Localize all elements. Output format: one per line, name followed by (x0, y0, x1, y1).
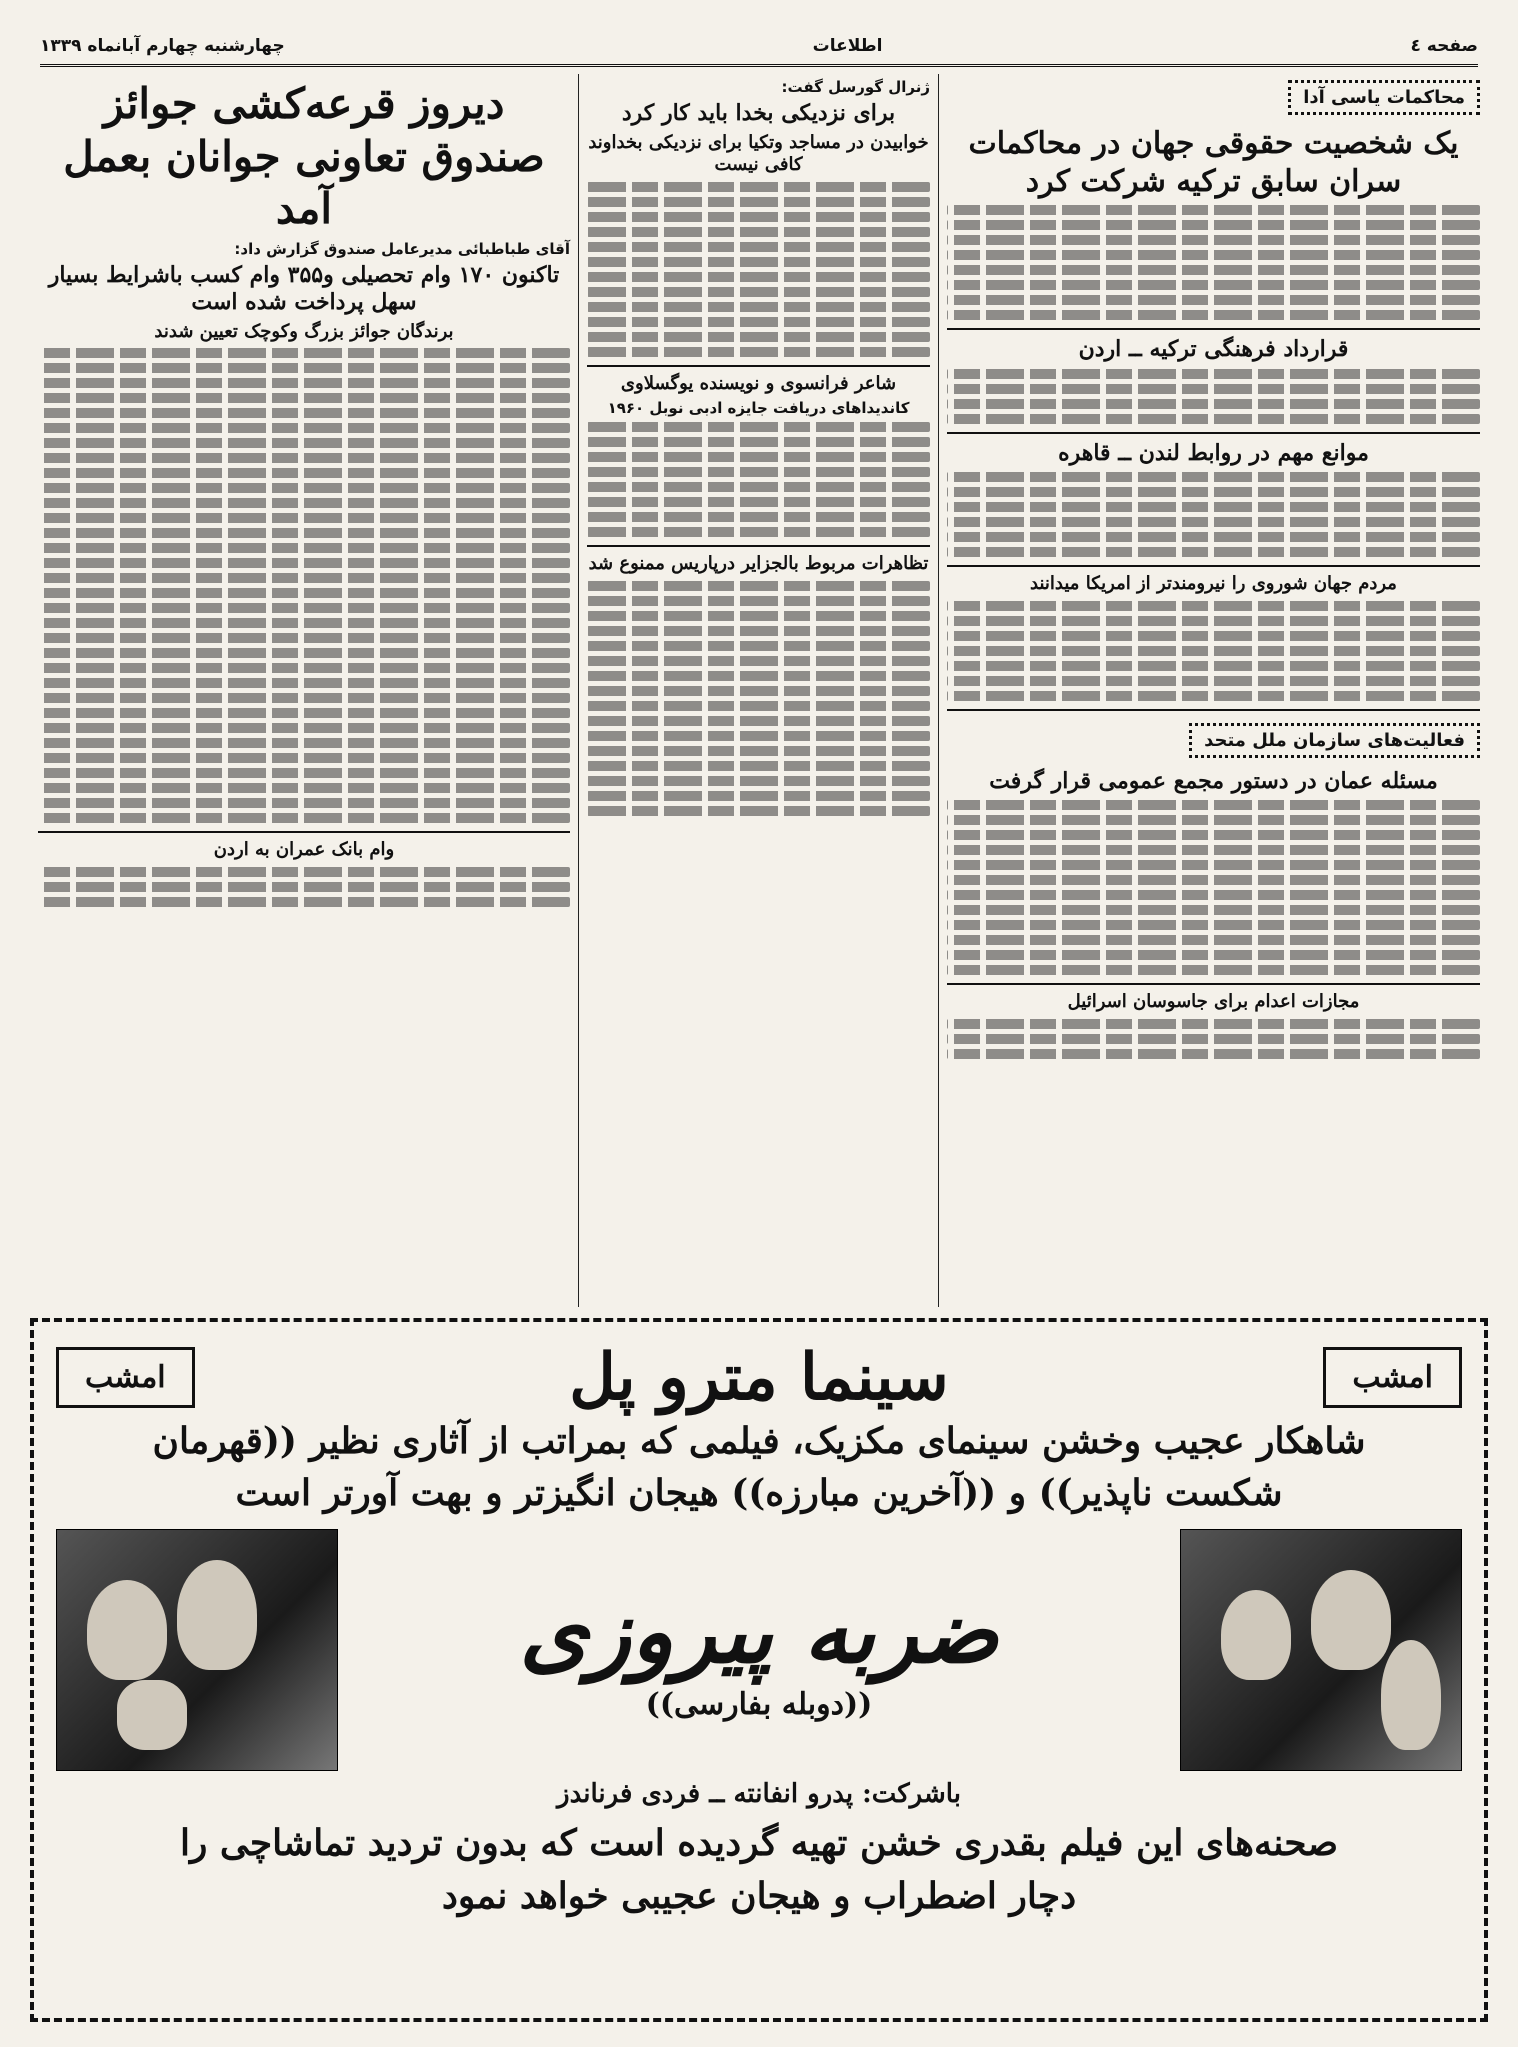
cinema-advertisement (30, 1318, 1488, 2022)
tonight-badge-right: امشب (1323, 1347, 1462, 1408)
article-headline: برای نزدیکی بخدا باید کار کرد (621, 100, 896, 126)
article-kicker: محاکمات یاسی آدا (1288, 80, 1480, 115)
article-subheadline-2: برندگان جوائز بزرگ وکوچک تعیین شدند (154, 320, 454, 342)
boxing-photo-right (1180, 1529, 1462, 1771)
page-header (40, 28, 1478, 67)
column-middle (578, 74, 938, 1307)
column-right (938, 74, 1488, 1307)
article-deck: خوابیدن در مساجد وتکیا برای نزدیکی بخداوند کافی نیست (588, 131, 929, 175)
column-left (30, 74, 578, 1307)
article-soviet-poll (947, 573, 1480, 701)
tonight-badge-left: امشب (56, 1347, 195, 1408)
ad-tagline-1: شاهکار عجیب وخشن سینمای مکزیک، فیلمی که بمراتب از آثاری نظیر ((قهرمان (152, 1420, 1366, 1462)
article-youth-fund (38, 78, 570, 823)
article-subheadline: تاکنون ۱۷۰ وام تحصیلی و۳۵۵ وام کسب باشرایط بسیار سهل پرداخت شده است (48, 261, 560, 315)
article-headline: قرارداد فرهنگی ترکیه ــ اردن (1078, 336, 1349, 362)
ad-tagline-2: شکست ناپذیر)) و ((آخرین مبارزه)) هیجان انگیزتر و بهت آورتر است (235, 1472, 1283, 1515)
article-un (947, 717, 1480, 976)
article-london-cairo (947, 440, 1480, 558)
article-trial (947, 74, 1480, 320)
issue-date: چهارشنبه چهارم آبانماه ۱۳۳۹ (40, 36, 285, 56)
article-headline: مجازات اعدام برای جاسوسان اسرائیل (1067, 991, 1360, 1012)
article-bank-loan (38, 839, 570, 907)
article-kicker: ژنرال گورسل گفت: (781, 78, 930, 96)
article-headline: مردم جهان شوروی را نیرومندتر از امریکا میدانند (1030, 573, 1397, 594)
article-lead: آقای طباطبائی مدیرعامل صندوق گزارش داد: (234, 239, 570, 258)
newspaper-name: اطلاعات (812, 36, 883, 56)
article-headline: موانع مهم در روابط لندن ــ قاهره (1058, 439, 1369, 466)
cast-line: باشرکت: پدرو انفانته ــ فردی فرناندز (557, 1779, 961, 1810)
article-headline: مسئله عمان در دستور مجمع عمومی قرار گرفت (989, 767, 1438, 794)
article-gursel (587, 78, 930, 357)
page-number: صفحه ٤ (1410, 36, 1478, 56)
ad-tagline-4: دچار اضطراب و هیجان عجیبی خواهد نمود (441, 1874, 1077, 1917)
dubbed-note: ((دوبله بفارسی)) (645, 1686, 873, 1722)
article-israel-spies (947, 991, 1480, 1059)
article-headline: تظاهرات مربوط بالجزایر درپاریس ممنوع شد (588, 553, 929, 574)
article-turkey-jordan (947, 336, 1480, 424)
article-nobel (587, 373, 930, 538)
article-headline: یک شخصیت حقوقی جهان در محاکمات سران سابق ترکیه شرکت کرد (968, 126, 1459, 199)
cinema-name: سینما مترو پل (569, 1340, 949, 1415)
article-headline: وام بانک عمران به اردن (213, 839, 395, 860)
article-deck: کاندیداهای دریافت جایزه ادبی نوبل ۱۹۶۰ (607, 399, 910, 417)
boxing-photo-left (56, 1529, 338, 1771)
article-paris (587, 553, 930, 816)
article-headline: دیروز قرعه‌کشی جوائز صندوق تعاونی جوانان بعمل آمد (63, 79, 545, 233)
article-headline: شاعر فرانسوی و نویسنده یوگسلاوی (620, 372, 897, 394)
section-kicker: فعالیت‌های سازمان ملل متحد (1189, 723, 1480, 758)
ad-tagline-3: صحنه‌های این فیلم بقدری خشن تهیه گردیده است که بدون تردید تماشاچی را (179, 1822, 1339, 1865)
film-title: ضربه پیروزی (519, 1578, 999, 1683)
